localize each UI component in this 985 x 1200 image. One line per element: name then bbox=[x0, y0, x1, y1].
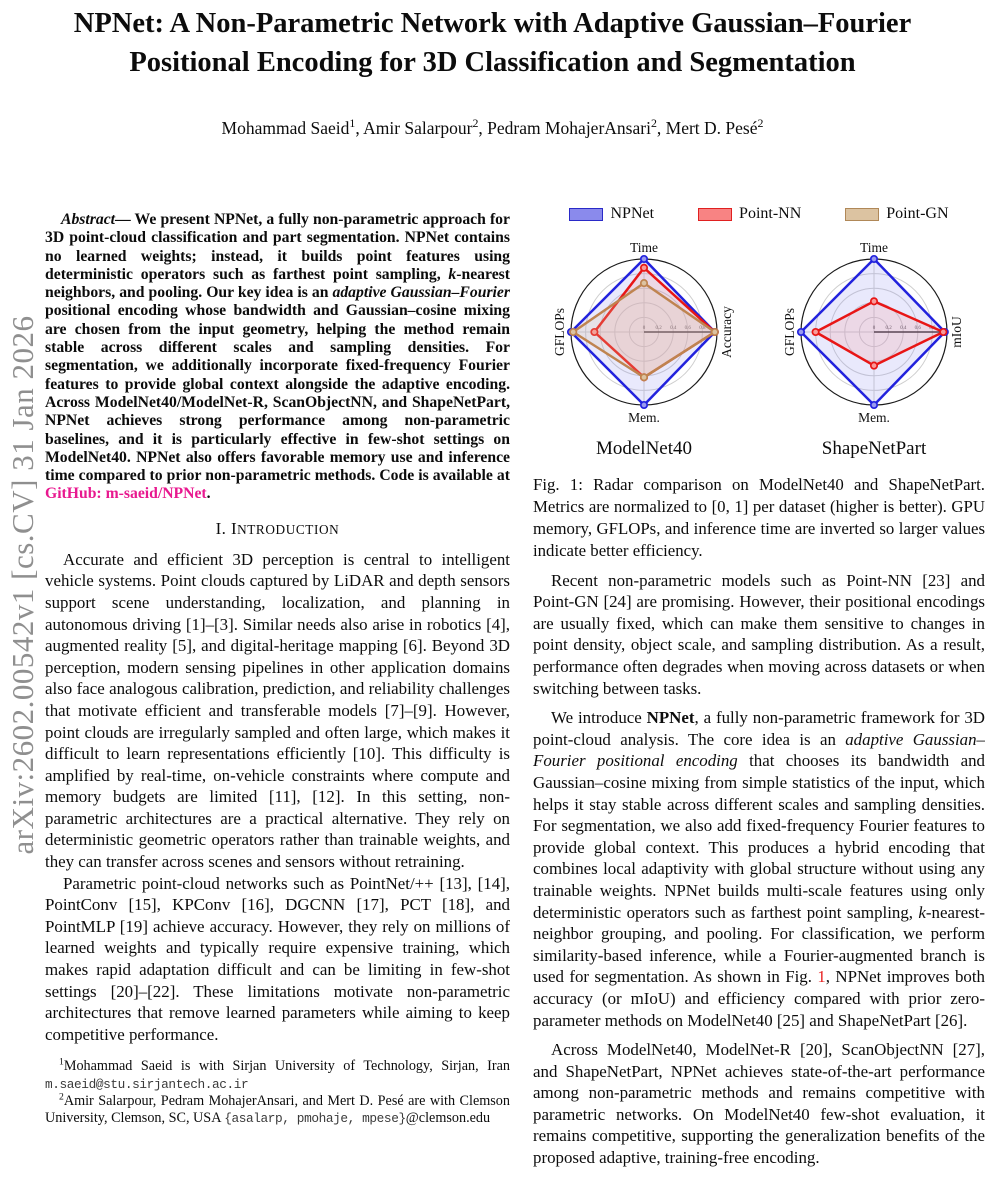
text-segment: — We present NPNet, a fully non-parametric approach for 3D point-cloud classification and part segmentation. NPNet contains no learned weights; instead, it builds point features using deterministic operators such as farthest point sampling, bbox=[45, 211, 510, 283]
figure-1 bbox=[533, 205, 985, 460]
radial-tick-label: 0 bbox=[872, 326, 876, 331]
footnotes bbox=[45, 1058, 510, 1127]
radial-tick-label: 0.8 bbox=[699, 326, 706, 331]
section-heading-introduction bbox=[45, 519, 510, 539]
text-segment: Abstract bbox=[61, 211, 116, 228]
legend-swatch-icon bbox=[698, 208, 732, 221]
right-column bbox=[533, 205, 985, 1169]
data-point-marker bbox=[798, 329, 804, 335]
radial-tick-label: 0.2 bbox=[655, 326, 662, 331]
text-segment: 2 bbox=[59, 1091, 64, 1103]
body-paragraph-we-introduce bbox=[533, 707, 985, 1031]
chart-title-modelnet40: ModelNet40 bbox=[595, 438, 693, 459]
legend-label: Point-NN bbox=[739, 205, 802, 222]
legend-swatch-icon bbox=[845, 208, 879, 221]
text-segment: 1 bbox=[59, 1056, 64, 1068]
data-point-marker bbox=[940, 329, 946, 335]
text-segment: adaptive Gaussian–Fourier positional encoding bbox=[533, 729, 985, 771]
svg-text:Time: Time bbox=[859, 240, 889, 255]
radial-tick-label: 0.4 bbox=[900, 326, 907, 331]
svg-text:mIoU: mIoU bbox=[949, 316, 964, 348]
figure-1-reference[interactable]: 1 bbox=[817, 967, 826, 987]
legend-item-point-gn bbox=[845, 205, 948, 223]
svg-text:Accuracy: Accuracy bbox=[719, 306, 734, 358]
text-segment: 2 bbox=[650, 116, 657, 131]
radial-tick-label: 0.4 bbox=[670, 326, 677, 331]
text-segment: positional encoding whose bandwidth and Gaussian–cosine mixing are chosen from the input geometry, helping the method remain stable across different scales and sampling densities. For segmentation, we additionally incorporate fixed-frequency Fourier features to provide global context alongside the adaptive encoding. Across ModelNet40/ModelNet-R, ScanObjectNN, and ShapeNetPart, NPNet achieves strong performance among non-parametric baselines, and it is particularly effective in few-shot settings on ModelNet40. NPNet also offers favorable memory use and inference time compared to prior non-parametric methods. Code is available at bbox=[45, 302, 510, 485]
legend-item-npnet bbox=[569, 205, 654, 223]
data-point-marker bbox=[712, 329, 718, 335]
radial-tick-label: 0.2 bbox=[885, 326, 892, 331]
legend-item-point-nn bbox=[698, 205, 801, 223]
svg-text:Mem.: Mem. bbox=[858, 410, 890, 425]
text-segment: that chooses its bandwidth and Gaussian–cosine mixing from simple statistics of the input, which helps it stay stable across different scales and sampling densities. For segmentation, we also add fixed-frequency Fourier features to provide global context. This produces a hybrid encoding that combines local adaptivity with global structure without using any trainable weights. NPNet builds multi-scale features using only deterministic operators such as farthest point sampling, bbox=[533, 751, 985, 922]
footnote-1 bbox=[45, 1058, 510, 1092]
text-segment: We introduce bbox=[551, 708, 647, 728]
body-paragraph-recent: Recent non-parametric models such as Point-NN [23] and Point-GN [24] are promising. However, their positional encodings are usually fixed, which can make them sensitive to changes in point density, object scale, and sampling distribution. As a result, performance often degrades when moving across datasets or when switching between tasks. bbox=[533, 570, 985, 698]
figure-legend bbox=[533, 205, 985, 223]
radar-plot-shapenetpart bbox=[765, 229, 983, 436]
intro-paragraph-2: Parametric point-cloud networks such as PointNet/++ [13], [14], PointConv [15], KPConv [16], DGCNN [17], PCT [18], and PointMLP [19] achieve accuracy. However, they rely on millions of learned weights and typically require expensive training, which makes rapid adaptation difficult and can be limiting in few-shot settings [20]–[22]. These limitations motivate non-parametric architectures that remove learned parameters while aiming to keep competitive performance. bbox=[45, 873, 510, 1044]
text-segment: k bbox=[448, 265, 457, 283]
intro-paragraph-1: Accurate and efficient 3D perception is central to intelligent vehicle systems. Point clouds captured by LiDAR and depth sensors support scene understanding, localization, and planning in autonomous driving [1]–[3]. Similar needs also arise in robotics [4], augmented reality [5], and digital-heritage mapping [6]. Beyond 3D perception, modern sensing pipelines in other application domains also face analogous calibration, prediction, and reliability challenges that motivate efficient and transferable models [7]–[9]. However, point clouds are irregularly sampled and often large, which makes it difficult to learn representations efficiently [10]. This difficulty is amplified by real-time, on-vehicle constraints where compute and memory budgets are limited [11], [12]. In this setting, non-parametric architectures are a practical alternative. They rely on deterministic geometric operators rather than trainable weights, and they can transfer across scenes and sensors without retraining. bbox=[45, 549, 510, 872]
data-point-marker bbox=[871, 402, 877, 408]
svg-text:Time: Time bbox=[629, 240, 659, 255]
text-segment: k bbox=[918, 902, 926, 922]
legend-swatch-icon bbox=[569, 208, 603, 221]
text-segment: {asalarp, pmohaje, mpese} bbox=[224, 1111, 406, 1127]
data-point-marker bbox=[641, 256, 647, 262]
text-segment: , Amir Salarpour bbox=[355, 118, 473, 138]
radial-tick-label: 0 bbox=[642, 326, 646, 331]
text-segment: Amir Salarpour, Pedram MohajerAnsari, and Mert D. Pesé are with Clemson University, Clemson, SC, USA bbox=[45, 1092, 510, 1127]
legend-label: Point-GN bbox=[886, 205, 949, 222]
text-segment: 1 bbox=[349, 116, 356, 131]
data-point-marker bbox=[812, 329, 818, 335]
radar-series-point-gn bbox=[570, 280, 718, 381]
legend-label: NPNet bbox=[610, 205, 655, 222]
arxiv-watermark: arXiv:2602.00542v1 [cs.CV] 31 Jan 2026 bbox=[5, 315, 40, 855]
text-segment: -nearest neighbors, and pooling. Our key idea is an bbox=[45, 265, 510, 302]
text-segment: @clemson.edu bbox=[405, 1110, 491, 1127]
radar-plot-modelnet40 bbox=[535, 229, 753, 436]
two-column-body bbox=[45, 205, 985, 1169]
paper-title-line2: Positional Encoding for 3D Classification and Segmentation bbox=[129, 47, 856, 78]
text-segment: NPNet bbox=[646, 708, 695, 728]
text-segment: I. I bbox=[215, 518, 238, 538]
paper-title bbox=[0, 4, 985, 82]
text-segment: Mohammad Saeid bbox=[221, 118, 350, 138]
authors-line bbox=[0, 118, 985, 139]
radial-tick-label: 0.6 bbox=[684, 326, 691, 331]
radar-chart-block-modelnet40 bbox=[535, 229, 753, 460]
chart-title-shapenetpart: ShapeNetPart bbox=[821, 438, 927, 459]
svg-text:GFLOPs: GFLOPs bbox=[552, 307, 567, 357]
data-point-marker bbox=[871, 298, 877, 304]
text-segment: m.saeid@stu.sirjantech.ac.ir bbox=[45, 1076, 249, 1092]
data-point-marker bbox=[641, 265, 647, 271]
radar-svg-modelnet40 bbox=[535, 229, 753, 431]
data-point-marker bbox=[871, 256, 877, 262]
svg-text:Mem.: Mem. bbox=[628, 410, 660, 425]
text-segment: adaptive Gaussian–Fourier bbox=[332, 284, 510, 302]
body-paragraph-across: Across ModelNet40, ModelNet-R [20], ScanObjectNN [27], and ShapeNetPart, NPNet achieves state-of-the-art performance among non-parametric methods and remains competitive with parametric networks. On ModelNet40 few-shot evaluation, it remains competitive, supporting the generalization benefits of the proposed adaptive, training-free encoding. bbox=[533, 1040, 985, 1168]
radar-charts-row bbox=[533, 229, 985, 460]
text-segment: , Mert D. Pesé bbox=[656, 118, 758, 138]
footnote-2 bbox=[45, 1093, 510, 1127]
radar-chart-block-shapenetpart bbox=[765, 229, 983, 460]
text-segment: , Pedram MohajerAnsari bbox=[478, 118, 651, 138]
figure-caption: Fig. 1: Radar comparison on ModelNet40 and ShapeNetPart. Metrics are normalized to [0, 1] per dataset (higher is better). GPU memory, GFLOPs, and inference time are inverted so larger values indicate better efficiency. bbox=[533, 475, 985, 560]
abstract bbox=[45, 211, 510, 504]
data-point-marker bbox=[641, 402, 647, 408]
radial-tick-label: 0.6 bbox=[914, 326, 921, 331]
text-segment: . bbox=[206, 485, 211, 503]
text-segment: 2 bbox=[757, 116, 764, 131]
left-column bbox=[45, 205, 510, 1169]
data-point-marker bbox=[641, 374, 647, 380]
radial-tick-label: 0.8 bbox=[929, 326, 936, 331]
data-point-marker bbox=[641, 280, 647, 286]
paper-title-line1: NPNet: A Non-Parametric Network with Adaptive Gaussian–Fourier bbox=[73, 8, 912, 39]
text-segment: 2 bbox=[472, 116, 479, 131]
radar-svg-shapenetpart bbox=[765, 229, 983, 431]
text-segment: , NPNet improves both accuracy (or mIoU) and efficiency compared with prior zero-parameter methods on ModelNet40 [25] and ShapeNetPart [26]. bbox=[533, 967, 985, 1030]
data-point-marker bbox=[871, 362, 877, 368]
text-segment: -nearest-neighbor grouping, and pooling. For classification, we perform similarity-based inference, while a Fourier-augmented branch is used for segmentation. As shown in Fig. bbox=[533, 902, 985, 987]
svg-text:GFLOPs: GFLOPs bbox=[782, 307, 797, 357]
text-segment: , a fully non-parametric framework for 3D point-cloud analysis. The core idea is an bbox=[533, 708, 985, 749]
text-segment: Mohammad Saeid is with Sirjan University of Technology, Sirjan, Iran bbox=[63, 1058, 510, 1075]
data-point-marker bbox=[570, 329, 576, 335]
text-segment: NTRODUCTION bbox=[237, 521, 340, 537]
github-link[interactable]: GitHub: m-saeid/NPNet bbox=[45, 485, 207, 503]
